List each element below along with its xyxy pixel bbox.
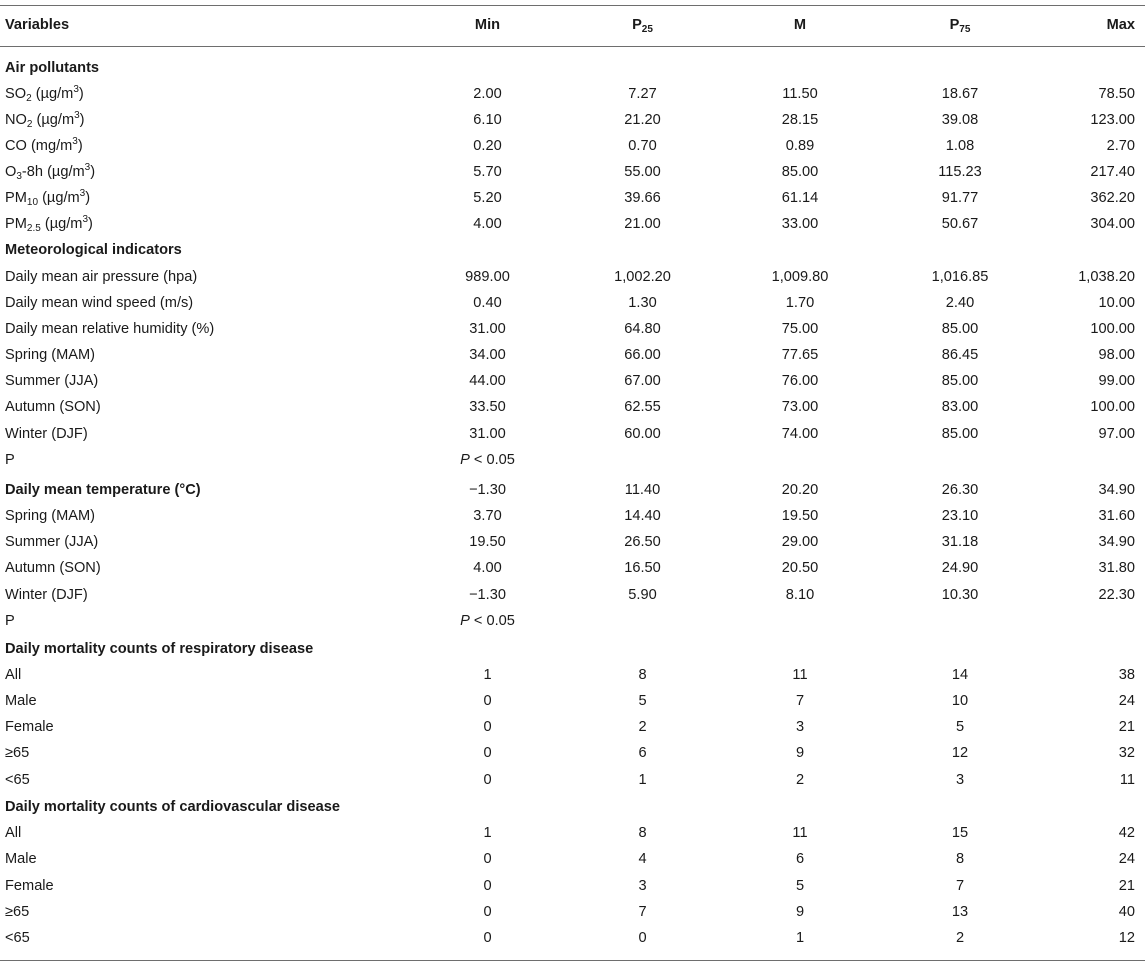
row-label: $SO_2$ $(\mu g/m^3)$ [5, 84, 84, 104]
cell-p25: 5 [638, 693, 647, 709]
cell-min: 0 [483, 878, 492, 894]
cell-max: 24 [1118, 693, 1135, 709]
cell-max: 97.00 [1098, 426, 1135, 442]
cell-max: 31.80 [1098, 560, 1135, 576]
cell-p25: 1.30 [628, 295, 657, 311]
table-row-pm10 [0, 185, 1145, 211]
row-label: CO $(mg/m^3)$ [5, 136, 83, 154]
cell-p25: 7 [638, 904, 647, 920]
cell-p75: 31.18 [941, 534, 979, 550]
cell-max: 40 [1118, 904, 1135, 920]
cell-p25: 6 [638, 745, 647, 761]
row-label: P [5, 452, 15, 468]
section-label: Daily mortality counts of respiratory disease [5, 641, 314, 657]
cell-min: 2.00 [473, 86, 502, 102]
cell-p75: 1.08 [945, 138, 975, 154]
section-label: Meteorological indicators [5, 242, 182, 258]
cell-p25: 7.27 [628, 86, 657, 102]
header-p25 [575, 12, 710, 38]
cell-max: 21 [1118, 878, 1135, 894]
cell-p25: 21.20 [624, 112, 661, 128]
cell-min: 33.50 [469, 399, 506, 415]
cell-p25: 60.00 [624, 426, 661, 442]
cell-max: 100.00 [1090, 321, 1135, 337]
section-temperature [0, 477, 1145, 503]
row-label: All [5, 825, 22, 841]
cell-min: 5.20 [473, 190, 502, 206]
cell-p75: 12 [951, 745, 969, 761]
cell-min: 0 [483, 904, 492, 920]
cell-p75: 26.30 [941, 482, 979, 498]
cell-median: 1.70 [785, 295, 815, 311]
cell-min: −1.30 [469, 482, 506, 498]
cell-max: 98.00 [1098, 347, 1135, 363]
cell-p25: 8 [638, 825, 647, 841]
cell-min: 0.40 [473, 295, 502, 311]
cell-p25: 8 [638, 667, 647, 683]
cell-p75: 8 [955, 851, 965, 867]
header-p25-sub: 25 [641, 24, 653, 35]
cell-min: 31.00 [469, 321, 506, 337]
cell-max: 362.20 [1090, 190, 1135, 206]
cell-min: 31.00 [469, 426, 506, 442]
cell-median: 11 [792, 825, 808, 841]
cell-median: 11 [792, 667, 808, 683]
cell-max: 1,038.20 [1078, 269, 1135, 285]
table-bottom-rule [0, 960, 1145, 961]
cell-min: 1 [483, 667, 492, 683]
cell-max: 2.70 [1106, 138, 1135, 154]
cell-max: 34.90 [1098, 482, 1135, 498]
table-row [0, 290, 1145, 316]
cell-p25: 39.66 [624, 190, 661, 206]
row-label: Spring (MAM) [5, 347, 96, 363]
cell-p75: 10 [951, 693, 969, 709]
cell-median: 20.20 [781, 482, 819, 498]
cell-median: 5 [795, 878, 805, 894]
cell-p75: 83.00 [941, 399, 979, 415]
cell-p25: 0 [638, 930, 647, 946]
cell-p25: 64.80 [624, 321, 661, 337]
table-row [0, 662, 1145, 688]
cell-min: 0 [483, 745, 492, 761]
row-label: Autumn (SON) [5, 399, 101, 415]
cell-median: 76.00 [781, 373, 819, 389]
header-variables: Variables [5, 17, 70, 33]
cell-min: 34.00 [469, 347, 506, 363]
table-row-p-temperature [0, 608, 1145, 634]
section-respiratory-mortality [0, 636, 1145, 662]
cell-min: 989.00 [465, 269, 510, 285]
cell-max: 32 [1118, 745, 1135, 761]
table-row [0, 316, 1145, 342]
row-label: Summer (JJA) [5, 534, 99, 550]
cell-p75: 3 [955, 772, 965, 788]
cell-min: 4.00 [473, 216, 502, 232]
cell-p25: 1 [638, 772, 647, 788]
row-label: Daily mean relative humidity (%) [5, 321, 215, 337]
table-row [0, 688, 1145, 714]
cell-p25: 62.55 [624, 399, 661, 415]
table-row [0, 740, 1145, 766]
row-label: Winter (DJF) [5, 587, 88, 603]
p-value-cell: P < 0.05 [460, 613, 515, 629]
row-label: Male [5, 693, 37, 709]
cell-median: 75.00 [781, 321, 819, 337]
row-label: Spring (MAM) [5, 508, 96, 524]
cell-min: 19.50 [469, 534, 506, 550]
cell-p25: 67.00 [624, 373, 661, 389]
cell-min: 0 [483, 719, 492, 735]
cell-median: 7 [795, 693, 805, 709]
table-row-so2 [0, 81, 1145, 107]
table-row [0, 421, 1145, 447]
header-max: Max [1106, 17, 1135, 33]
table-row [0, 555, 1145, 581]
cell-p75: 18.67 [941, 86, 979, 102]
cell-median: 29.00 [781, 534, 819, 550]
cell-max: 31.60 [1098, 508, 1135, 524]
cell-max: 42 [1118, 825, 1135, 841]
table-row-pm25 [0, 211, 1145, 237]
cell-p25: 4 [638, 851, 647, 867]
cell-p25: 2 [638, 719, 647, 735]
cell-min: 3.70 [473, 508, 502, 524]
row-label: ≥65 [5, 904, 30, 920]
cell-median: 85.00 [781, 164, 819, 180]
p-value-cell: P < 0.05 [460, 452, 515, 468]
cell-p25: 14.40 [624, 508, 661, 524]
section-label: Daily mean temperature (°C) [5, 482, 201, 498]
row-label: $NO_2$ $(\mu g/m^3)$ [5, 110, 85, 130]
cell-min: 0 [483, 772, 492, 788]
cell-p75: 14 [951, 667, 969, 683]
row-label: Female [5, 719, 54, 735]
cell-p25: 5.90 [628, 587, 657, 603]
table-row [0, 342, 1145, 368]
cell-median: 8.10 [785, 587, 815, 603]
cell-p25: 21.00 [624, 216, 661, 232]
section-cardiovascular-mortality [0, 794, 1145, 820]
cell-max: 34.90 [1098, 534, 1135, 550]
cell-max: 21 [1118, 719, 1135, 735]
cell-median: 9 [795, 745, 805, 761]
cell-p75: 7 [955, 878, 965, 894]
cell-p75: 85.00 [941, 321, 979, 337]
cell-median: 0.89 [785, 138, 815, 154]
cell-median: 1 [795, 930, 805, 946]
cell-max: 99.00 [1098, 373, 1135, 389]
cell-max: 100.00 [1090, 399, 1135, 415]
cell-p25: 66.00 [624, 347, 661, 363]
cell-min: 0 [483, 851, 492, 867]
table-row [0, 873, 1145, 899]
row-label: Daily mean wind speed (m/s) [5, 295, 194, 311]
header-p25-main: P [632, 17, 642, 33]
cell-p25: 1,002.20 [614, 269, 671, 285]
cell-p25: 3 [638, 878, 647, 894]
header-min: Min [474, 17, 501, 33]
row-label: <65 [5, 930, 30, 946]
cell-p75: 2.40 [945, 295, 975, 311]
cell-median: 73.00 [781, 399, 819, 415]
cell-max: 22.30 [1098, 587, 1135, 603]
table-row-p-humidity [0, 447, 1145, 473]
cell-min: 0.20 [473, 138, 502, 154]
table-header-row [0, 12, 1145, 38]
cell-p75: 85.00 [941, 373, 979, 389]
cell-p75: 85.00 [941, 426, 979, 442]
cell-p75: 2 [955, 930, 965, 946]
cell-p25: 16.50 [624, 560, 661, 576]
header-p75-sub: 75 [959, 24, 971, 35]
cell-min: 5.70 [473, 164, 502, 180]
cell-median: 2 [795, 772, 805, 788]
cell-min: 4.00 [473, 560, 502, 576]
cell-p75: 86.45 [941, 347, 979, 363]
cell-median: 74.00 [781, 426, 819, 442]
row-label: ≥65 [5, 745, 30, 761]
table-row [0, 714, 1145, 740]
table-header-rule [0, 46, 1145, 47]
cell-max: 123.00 [1090, 112, 1135, 128]
table-row [0, 899, 1145, 925]
cell-p75: 24.90 [941, 560, 979, 576]
row-label: $O_3-8h$ $(\mu g/m^3)$ [5, 162, 96, 182]
cell-p25: 26.50 [624, 534, 661, 550]
table-row [0, 767, 1145, 793]
cell-median: 19.50 [781, 508, 819, 524]
cell-max: 11 [1119, 772, 1135, 788]
cell-p25: 11.40 [624, 482, 661, 498]
cell-p75: 5 [955, 719, 965, 735]
table-row [0, 925, 1145, 951]
cell-max: 12 [1118, 930, 1135, 946]
row-label: Summer (JJA) [5, 373, 99, 389]
row-label: $PM_{2.5}$ $(\mu g/m^3)$ [5, 214, 93, 234]
row-label: All [5, 667, 22, 683]
cell-min: 0 [483, 693, 492, 709]
cell-p25: 55.00 [624, 164, 661, 180]
cell-p75: 1,016.85 [931, 269, 989, 285]
table-row-no2 [0, 107, 1145, 133]
cell-p75: 15 [951, 825, 969, 841]
row-label: P [5, 613, 15, 629]
cell-median: 61.14 [781, 190, 819, 206]
cell-p75: 115.23 [938, 164, 982, 180]
cell-min: 0 [483, 930, 492, 946]
cell-max: 217.40 [1090, 164, 1135, 180]
cell-median: 9 [795, 904, 805, 920]
table-row-o3 [0, 159, 1145, 185]
cell-p75: 39.08 [941, 112, 979, 128]
table-row [0, 846, 1145, 872]
section-meteorological [0, 237, 1145, 263]
table-row-co [0, 133, 1145, 159]
cell-max: 10.00 [1098, 295, 1135, 311]
cell-median: 11.50 [782, 86, 818, 102]
row-label: Winter (DJF) [5, 426, 88, 442]
cell-max: 24 [1118, 851, 1135, 867]
table-row [0, 394, 1145, 420]
row-label: Daily mean air pressure (hpa) [5, 269, 198, 285]
table-row [0, 368, 1145, 394]
cell-median: 77.65 [781, 347, 819, 363]
row-label: Autumn (SON) [5, 560, 101, 576]
table-row [0, 582, 1145, 608]
section-label: Air pollutants [5, 60, 100, 76]
section-air-pollutants [0, 55, 1145, 81]
cell-median: 6 [795, 851, 805, 867]
table-row [0, 503, 1145, 529]
cell-p75: 23.10 [941, 508, 979, 524]
cell-max: 38 [1118, 667, 1135, 683]
row-label: Female [5, 878, 54, 894]
cell-median: 33.00 [781, 216, 819, 232]
row-label: $PM_{10}$ $(\mu g/m^3)$ [5, 188, 91, 208]
header-p75-main: P [949, 17, 960, 33]
cell-p25: 0.70 [628, 138, 657, 154]
cell-max: 78.50 [1098, 86, 1135, 102]
table-row [0, 264, 1145, 290]
cell-min: −1.30 [469, 587, 506, 603]
table-row [0, 529, 1145, 555]
row-label: <65 [5, 772, 30, 788]
cell-p75: 91.77 [941, 190, 979, 206]
cell-min: 1 [483, 825, 492, 841]
cell-p75: 13 [951, 904, 969, 920]
cell-median: 3 [795, 719, 805, 735]
cell-max: 304.00 [1090, 216, 1135, 232]
cell-median: 20.50 [781, 560, 819, 576]
row-label: Male [5, 851, 37, 867]
cell-p75: 50.67 [941, 216, 979, 232]
cell-min: 44.00 [469, 373, 506, 389]
cell-median: 1,009.80 [771, 269, 829, 285]
cell-p75: 10.30 [941, 587, 979, 603]
header-median: M [793, 17, 807, 33]
table-row [0, 820, 1145, 846]
cell-median: 28.15 [781, 112, 819, 128]
cell-min: 6.10 [473, 112, 502, 128]
table-top-rule [0, 5, 1145, 6]
section-label: Daily mortality counts of cardiovascular disease [5, 799, 340, 815]
